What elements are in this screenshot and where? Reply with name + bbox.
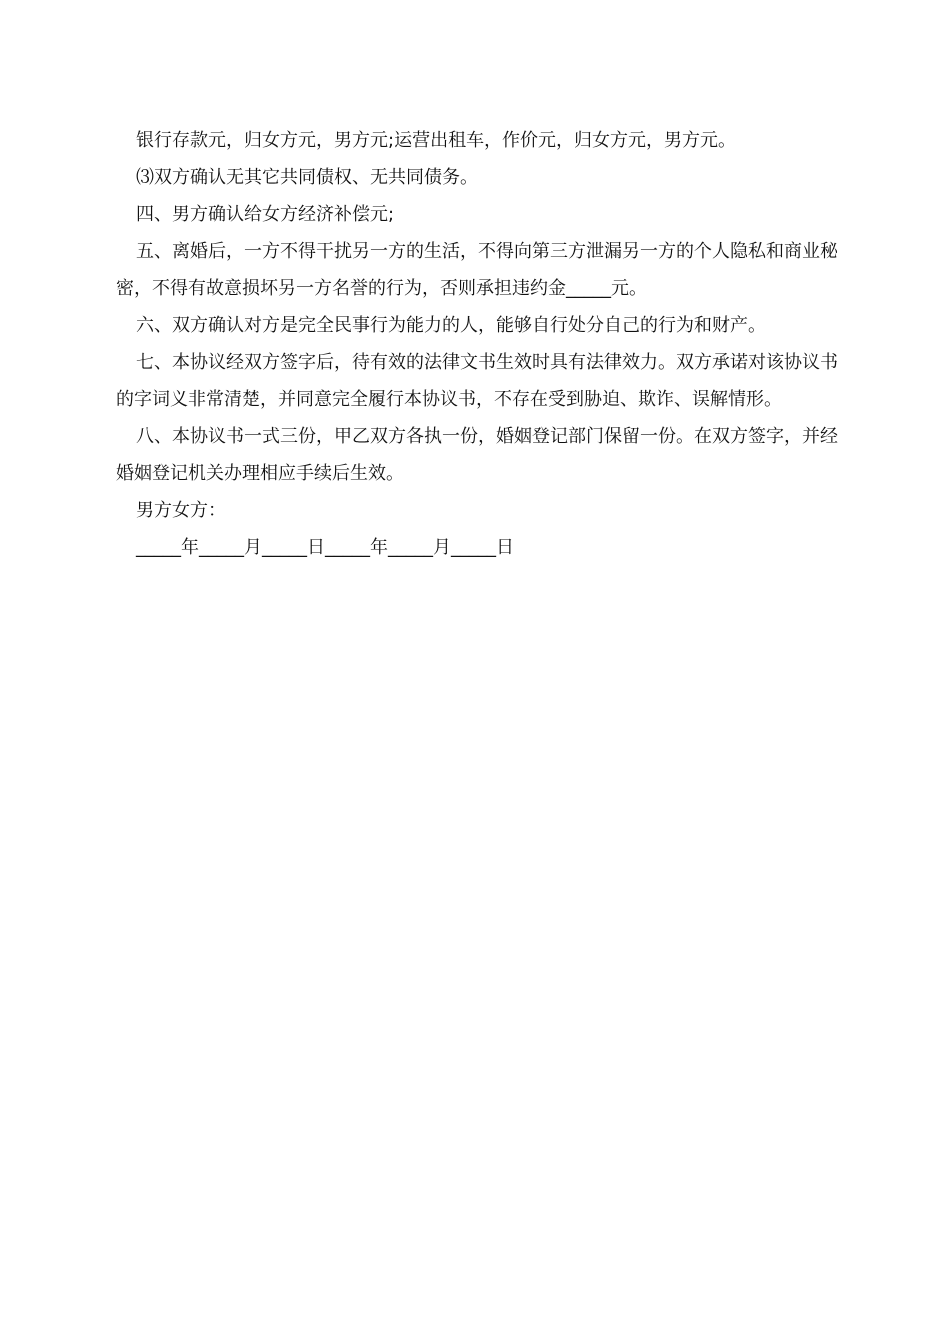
paragraph-privacy-clause: 五、离婚后，一方不得干扰另一方的生活，不得向第三方泄漏另一方的个人隐私和商业秘密，不得有故意损坏另一方名誉的行为，否则承担违约金_____元。 xyxy=(116,241,838,299)
signature-date-line: _____年_____月_____日_____年_____月_____日 xyxy=(136,537,514,558)
paragraph-assets: 银行存款元，归女方元，男方元;运营出租车，作价元，归女方元，男方元。 xyxy=(136,130,737,151)
signature-labels: 男方女方： xyxy=(136,500,226,521)
paragraph-effectiveness-clause: 七、本协议经双方签字后，待有效的法律文书生效时具有法律效力。双方承诺对该协议书的字词义非常清楚，并同意完全履行本协议书，不存在受到胁迫、欺诈、误解情形。 xyxy=(116,352,838,410)
paragraph-copies-clause: 八、本协议书一式三份，甲乙双方各执一份，婚姻登记部门保留一份。在双方签字，并经婚姻登记机关办理相应手续后生效。 xyxy=(116,426,838,484)
paragraph-capacity-clause: 六、双方确认对方是完全民事行为能力的人，能够自行处分自己的行为和财产。 xyxy=(136,315,766,336)
document-body xyxy=(116,122,838,566)
paragraph-no-joint-debts: ⑶双方确认无其它共同债权、无共同债务。 xyxy=(136,167,478,188)
paragraph-compensation: 四、男方确认给女方经济补偿元; xyxy=(136,204,395,225)
